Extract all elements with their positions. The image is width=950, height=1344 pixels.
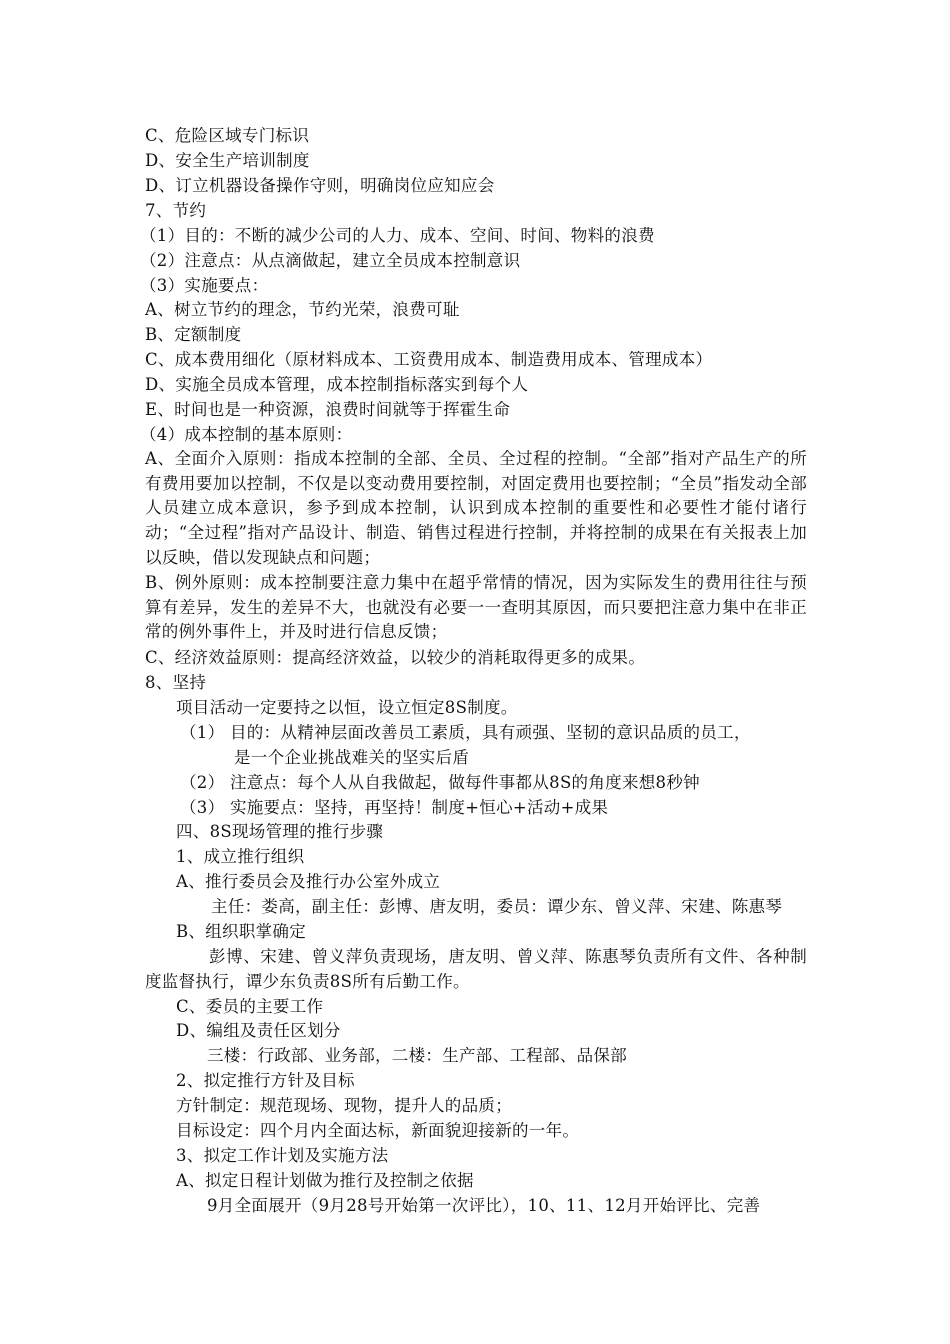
text-line: C、危险区域专门标识 [145, 126, 310, 145]
text-line: 是一个企业挑战难关的坚实后盾 [234, 748, 470, 767]
text-line: 主任：娄高，副主任：彭博、唐友明，委员：谭少东、曾义萍、宋建、陈惠琴 [211, 897, 783, 916]
text-line: 目标设定：四个月内全面达标，新面貌迎接新的一年。 [176, 1121, 580, 1140]
text-line: 9月全面展开（9月28号开始第一次评比），10、11、12月开始评比、完善 [207, 1196, 761, 1215]
text-line: 2、拟定推行方针及目标 [176, 1071, 355, 1090]
text-line: A、树立节约的理念，节约光荣，浪费可耻 [145, 300, 460, 319]
text-line: 项目活动一定要持之以恒，设立恒定8S制度。 [176, 698, 518, 717]
section-heading: 四、8S现场管理的推行步骤 [176, 822, 384, 841]
text-line: D、实施全员成本管理，成本控制指标落实到每个人 [145, 375, 529, 394]
text-line: （2）注意点：从点滴做起，建立全员成本控制意识 [140, 251, 521, 270]
text-line: （1） 目的：从精神层面改善员工素质，具有顽强、坚韧的意识品质的员工， [180, 723, 751, 742]
text-line: （4）成本控制的基本原则： [140, 425, 353, 444]
text-line: B、定额制度 [145, 325, 242, 344]
section-heading: 7、节约 [145, 201, 207, 220]
text-line: D、订立机器设备操作守则，明确岗位应知应会 [145, 176, 495, 195]
text-line: 3、拟定工作计划及实施方法 [176, 1146, 389, 1165]
text-line: （3） 实施要点：坚持，再坚持！制度+恒心+活动+成果 [180, 798, 609, 817]
text-line: E、时间也是一种资源，浪费时间就等于挥霍生命 [145, 400, 511, 419]
paragraph: 彭博、宋建、曾义萍负责现场，唐友明、曾义萍、陈惠琴负责所有文件、各种制度监督执行，谭少东负责8S所有后勤工作。 [145, 947, 807, 991]
text-line: A、拟定日程计划做为推行及控制之依据 [176, 1171, 474, 1190]
text-line: D、安全生产培训制度 [145, 151, 310, 170]
text-line: D、编组及责任区划分 [176, 1021, 341, 1040]
section-heading: 8、坚持 [145, 673, 207, 692]
text-line: B、组织职掌确定 [176, 922, 307, 941]
text-line: 三楼：行政部、业务部，二楼：生产部、工程部、品保部 [207, 1046, 627, 1065]
text-line: C、委员的主要工作 [176, 997, 324, 1016]
text-line: A、推行委员会及推行办公室外成立 [176, 872, 441, 891]
text-line: （3）实施要点： [140, 276, 269, 295]
text-line: （2） 注意点：每个人从自我做起，做每件事都从8S的角度来想8秒钟 [180, 773, 700, 792]
text-line: 1、成立推行组织 [176, 847, 305, 866]
text-line: C、成本费用细化（原材料成本、工资费用成本、制造费用成本、管理成本） [145, 350, 713, 369]
text-line: C、经济效益原则：提高经济效益，以较少的消耗取得更多的成果。 [145, 648, 646, 667]
paragraph: B、例外原则：成本控制要注意力集中在超乎常情的情况，因为实际发生的费用往往与预算有差异，发生的差异不大，也就没有必要一一查明其原因，而只要把注意力集中在非正常的例外事件上，并及时进行信息反馈； [145, 573, 807, 642]
text-line: （1）目的：不断的减少公司的人力、成本、空间、时间、物料的浪费 [140, 226, 655, 245]
text-line: 方针制定：规范现场、现物，提升人的品质； [176, 1096, 512, 1115]
paragraph: A、全面介入原则：指成本控制的全部、全员、全过程的控制。“全部”指对产品生产的所有费用要加以控制，不仅是以变动费用要控制，对固定费用也要控制；“全员”指发动全部人员建立成本意识，参予到成本控制，认识到成本控制的重要性和必要性才能付诸行动；“全过程”指对产品设计、制造、销售过程进行控制，并将控制的成果在有关报表上加以反映，借以发现缺点和问题； [145, 449, 807, 567]
